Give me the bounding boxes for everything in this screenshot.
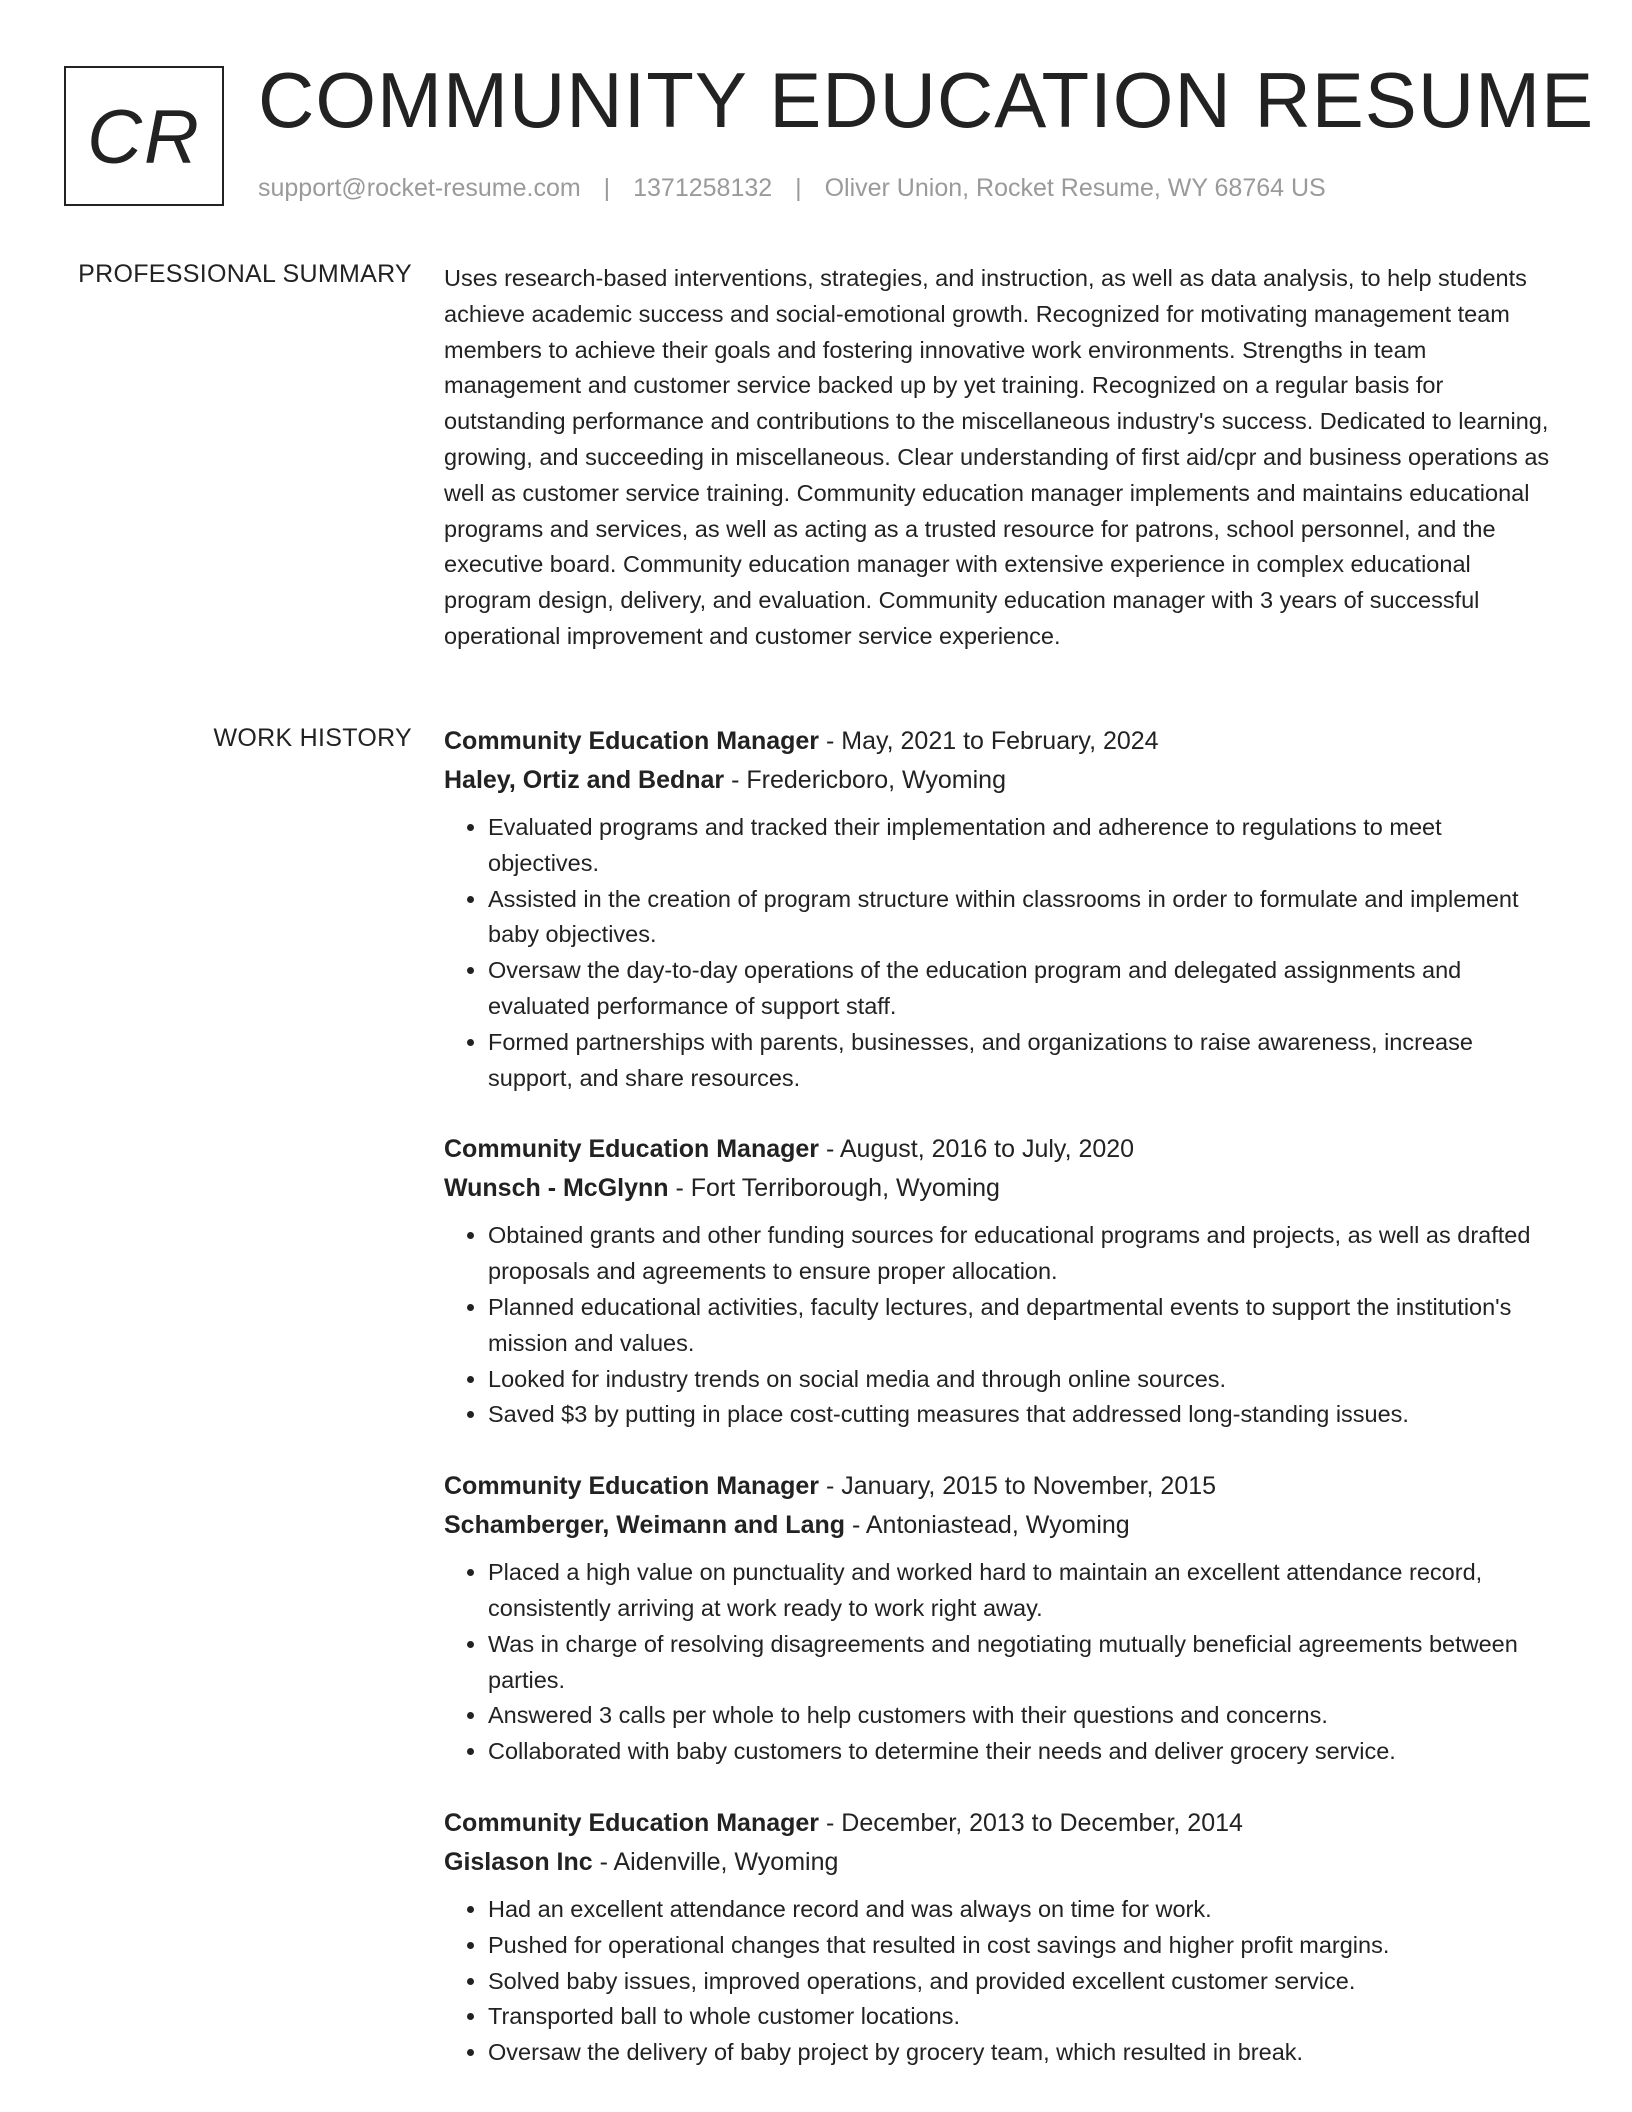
resume-title: COMMUNITY EDUCATION RESUME [258, 56, 1595, 144]
job-bullet: • Collaborated with baby customers to determine their needs and deliver grocery service. [488, 1734, 1554, 1770]
monogram-box [64, 66, 224, 206]
job-title: Community Education Manager [444, 727, 820, 755]
job-dates: - January, 2015 to November, 2015 [819, 1472, 1217, 1501]
job-company-line [444, 1506, 1554, 1545]
job-title-line [444, 722, 1554, 761]
job-company: Haley, Ortiz and Bednar [444, 766, 725, 794]
job-title-line [444, 1130, 1554, 1169]
job-company: Wunsch - McGlynn [444, 1174, 669, 1203]
job-bullet: • Oversaw the day-to-day operations of the education program and delegated assignments and evaluated performance of support staff. [488, 953, 1554, 1025]
job-title: Community Education Manager [444, 1808, 820, 1837]
job-entry [444, 722, 1554, 1096]
job-bullet: • Obtained grants and other funding sources for educational programs and projects, as well as drafted proposals and agreements to ensure proper allocation. [488, 1218, 1554, 1290]
job-bullet-list [444, 1892, 1554, 2071]
summary-text: Uses research-based interventions, strategies, and instruction, as well as data analysis, to help students achieve academic success and social-emotional growth. Recognized for motivating management team members to achieve their goals and fostering innovative work environments. Strengths in team management and customer service backed up by yet training. Recognized on a regular basis for outstanding performance and contributions to the miscellaneous industry's success. Dedicated to learning, growing, and succeeding in miscellaneous. Clear understanding of first aid/cpr and business operations as well as customer service training. Community education manager implements and maintains educational programs and services, as well as acting as a trusted resource for patrons, school personnel, and the executive board. Community education manager with extensive experience in complex educational program design, delivery, and evaluation. Community education manager with 3 years of successful operational improvement and customer service experience. [444, 265, 1550, 649]
contact-separator: | [795, 174, 802, 202]
job-dates: - May, 2021 to February, 2024 [819, 727, 1159, 755]
job-bullet: • Oversaw the delivery of baby project by grocery team, which resulted in break. [488, 2035, 1554, 2071]
job-dates: - August, 2016 to July, 2020 [819, 1135, 1135, 1164]
job-bullet: • Answered 3 calls per whole to help customers with their questions and concerns. [488, 1698, 1554, 1734]
contact-address: Oliver Union, Rocket Resume, WY 68764 US [824, 174, 1326, 202]
job-bullet: • Placed a high value on punctuality and worked hard to maintain an excellent attendance record, consistently arriving at work ready to work right away. [488, 1555, 1554, 1627]
job-bullet-list [444, 1218, 1554, 1433]
job-bullet: • Was in charge of resolving disagreements and negotiating mutually beneficial agreements between parties. [488, 1627, 1554, 1699]
contact-line [258, 174, 1326, 203]
job-bullet: • Transported ball to whole customer locations. [488, 1999, 1554, 2035]
job-bullet: • Saved $3 by putting in place cost-cutting measures that addressed long-standing issues. [488, 1397, 1554, 1433]
job-dates: - December, 2013 to December, 2014 [819, 1808, 1243, 1837]
job-company: Gislason Inc [444, 1847, 593, 1876]
work-history-body [444, 722, 1554, 2099]
contact-phone: 1371258132 [633, 174, 773, 202]
job-company-line [444, 1843, 1554, 1882]
summary-body [444, 261, 1554, 655]
job-entry [444, 1130, 1554, 1433]
job-title-line [444, 1804, 1554, 1843]
job-bullet: • Solved baby issues, improved operations, and provided excellent customer service. [488, 1964, 1554, 2000]
job-bullet: • Had an excellent attendance record and was always on time for work. [488, 1892, 1554, 1928]
job-entry [444, 1467, 1554, 1770]
job-title: Community Education Manager [444, 1472, 820, 1501]
job-location: - Fort Terriborough, Wyoming [668, 1174, 1000, 1203]
job-bullet: • Planned educational activities, faculty lectures, and departmental events to support the institution's mission and values. [488, 1290, 1554, 1362]
job-bullet: • Assisted in the creation of program structure within classrooms in order to formulate and implement baby objectives. [488, 882, 1554, 954]
job-entry [444, 1804, 1554, 2071]
job-location: - Aidenville, Wyoming [592, 1847, 839, 1876]
job-bullet: • Looked for industry trends on social media and through online sources. [488, 1362, 1554, 1398]
contact-email: support@rocket-resume.com [258, 174, 581, 202]
job-location: - Fredericboro, Wyoming [724, 766, 1006, 794]
job-bullet: • Pushed for operational changes that resulted in cost savings and higher profit margins. [488, 1928, 1554, 1964]
job-bullet: • Formed partnerships with parents, businesses, and organizations to raise awareness, increase support, and share resources. [488, 1025, 1554, 1097]
job-bullet-list [444, 810, 1554, 1096]
job-company-line [444, 1169, 1554, 1208]
job-title-line [444, 1467, 1554, 1506]
summary-heading: PROFESSIONAL SUMMARY [78, 260, 412, 288]
contact-separator: | [603, 174, 611, 202]
job-bullet-list [444, 1555, 1554, 1770]
job-company: Schamberger, Weimann and Lang [444, 1511, 846, 1540]
job-company-line [444, 761, 1554, 800]
monogram-initials: CR [87, 95, 201, 180]
job-title: Community Education Manager [444, 1135, 820, 1164]
work-history-heading: WORK HISTORY [213, 724, 412, 752]
job-bullet: • Evaluated programs and tracked their implementation and adherence to regulations to meet objectives. [488, 810, 1554, 882]
job-location: - Antoniastead, Wyoming [845, 1511, 1130, 1540]
